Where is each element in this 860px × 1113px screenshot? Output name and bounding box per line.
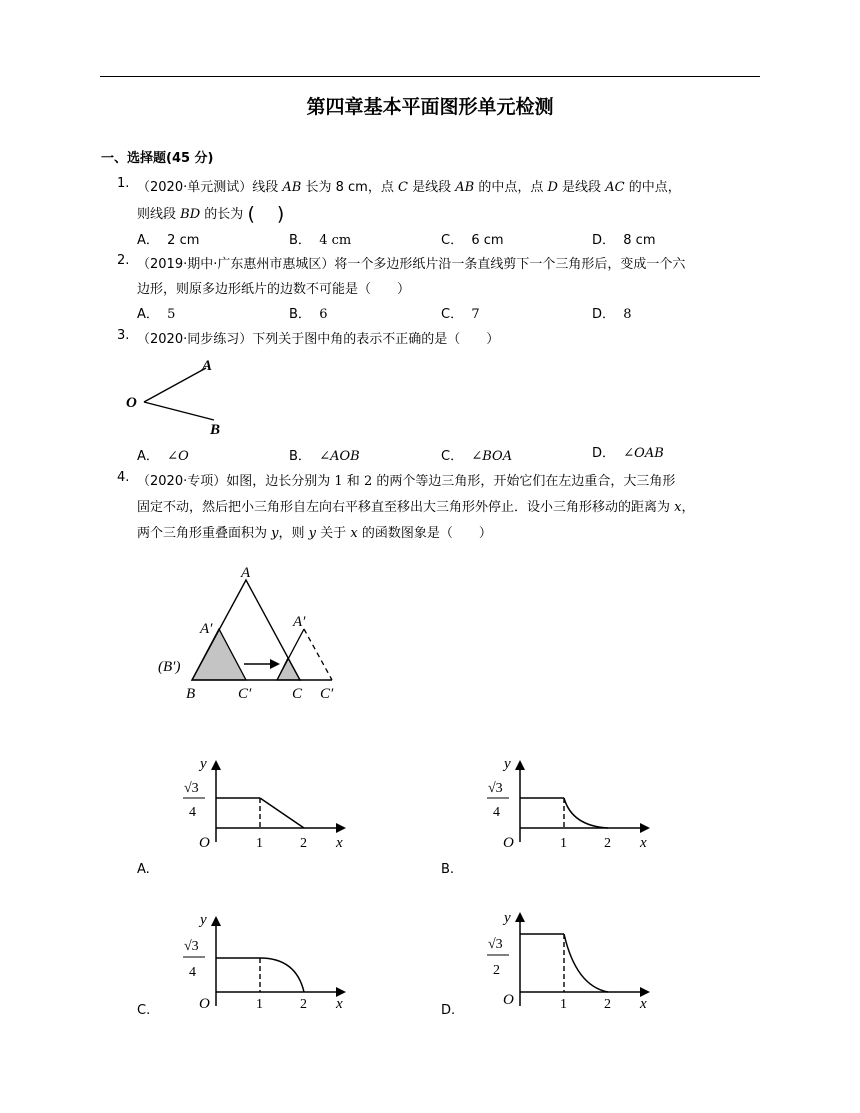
arrow-head: [270, 659, 280, 669]
x-axis-label: x: [640, 996, 647, 1012]
q4-number-1: 1: [334, 474, 343, 489]
option-label: C．: [441, 449, 464, 464]
option-label: B．: [289, 449, 311, 464]
q4-triangle-figure: [150, 560, 350, 705]
fraction-numerator: √3: [488, 781, 503, 796]
q1-var-d: D: [547, 180, 558, 195]
page-title: 第四章基本平面图形单元检测: [306, 96, 554, 118]
option-value: 4 cm: [319, 233, 352, 248]
graph-curve-concave: [564, 798, 608, 828]
option-value: 8: [623, 307, 632, 322]
fraction-numerator: √3: [184, 781, 199, 796]
option-value: ∠BOA: [471, 449, 513, 464]
y-axis-arrow: [515, 912, 525, 922]
q1-line1: [137, 176, 681, 195]
ray-ob: [144, 402, 214, 420]
fraction-numerator: √3: [488, 937, 503, 952]
fraction-denominator: 4: [189, 965, 196, 980]
origin-label: O: [503, 992, 514, 1008]
q4-line1: [137, 470, 675, 489]
option-label: A．: [137, 449, 159, 464]
x-axis-arrow: [640, 823, 650, 833]
option-value: 6: [319, 307, 328, 322]
option-label: A．: [137, 233, 159, 248]
tick-label-1: 1: [256, 836, 263, 851]
q3-line1: （2020·同步练习）下列关于图中角的表示不正确的是（ ）: [137, 332, 500, 347]
q1-var-ab: AB: [455, 180, 475, 195]
option-label: D．: [592, 307, 616, 322]
label-c-prime: C′: [320, 686, 334, 702]
q2-line1: （2019·期中·广东惠州市惠城区）将一个多边形纸片沿一条直线剪下一个三角形后，变成一个六: [137, 257, 686, 272]
option-value: 2 cm: [167, 233, 200, 248]
q4-text: ，则: [278, 526, 305, 541]
q2-option-b[interactable]: [289, 303, 327, 322]
q1-text: 的中点，: [628, 180, 681, 195]
q4-text: 两个三角形重叠面积为: [137, 526, 268, 541]
q1-option-b[interactable]: [289, 229, 351, 248]
y-axis-label: y: [504, 910, 511, 926]
q4-graph-c: [180, 912, 350, 1012]
label-b: B: [210, 422, 221, 438]
q1-source: （2020·单元测试）: [137, 180, 253, 195]
q2-number: 2.: [117, 253, 130, 268]
x-axis-arrow: [336, 823, 346, 833]
q1-line2: [137, 203, 284, 225]
q4-number: 4.: [117, 470, 130, 485]
label-c: C: [292, 686, 303, 702]
label-a: A: [241, 565, 251, 581]
label-o: O: [126, 395, 137, 411]
overlap-region: [277, 658, 300, 680]
q2-option-c[interactable]: [441, 303, 480, 322]
q3-option-c[interactable]: [441, 445, 512, 464]
answer-paren-close: ): [276, 203, 285, 225]
q1-number: 1.: [117, 176, 130, 191]
q1-var-bd: BD: [180, 207, 201, 222]
q4-graph-b: [484, 756, 654, 856]
tick-label-2: 2: [604, 836, 611, 851]
option-value: 7: [471, 307, 480, 322]
q3-option-a[interactable]: [137, 445, 189, 464]
option-label: D．: [592, 446, 616, 461]
q1-text: 是线段: [562, 180, 602, 195]
option-value: 8 cm: [623, 233, 656, 248]
q1-option-a[interactable]: [137, 229, 199, 248]
origin-label: O: [199, 996, 210, 1012]
y-axis-arrow: [515, 760, 525, 770]
y-axis-arrow: [211, 916, 221, 926]
q1-text: 则线段: [137, 207, 177, 222]
origin-label: O: [503, 835, 514, 851]
graph-curve-concave: [564, 934, 608, 992]
q4-var-x: x: [674, 500, 682, 515]
option-label: B．: [289, 233, 311, 248]
q3-option-b[interactable]: [289, 445, 360, 464]
tick-label-1: 1: [560, 836, 567, 851]
section-heading: 一、选择题(45 分): [101, 151, 214, 166]
y-axis-arrow: [211, 760, 221, 770]
option-value: 5: [167, 307, 176, 322]
fraction-denominator: 4: [189, 805, 196, 820]
q4-option-b[interactable]: B.: [441, 862, 455, 877]
label-b: B: [186, 686, 196, 702]
q4-line3: [137, 522, 492, 541]
q4-option-d[interactable]: D.: [441, 1003, 456, 1018]
q4-text: （2020·专项）如图，边长分别为: [137, 474, 331, 489]
option-value: ∠OAB: [623, 446, 664, 461]
q4-graph-a: [180, 756, 350, 856]
q2-option-a[interactable]: [137, 303, 175, 322]
option-label: C．: [441, 233, 464, 248]
q1-var-ac: AC: [605, 180, 625, 195]
q4-text: 的两个等边三角形，开始它们在左边重合，大三角形: [376, 474, 676, 489]
q2-option-d[interactable]: [592, 303, 632, 322]
moved-triangle-right-side: [304, 629, 332, 680]
option-label: B．: [289, 307, 311, 322]
label-a-prime: A′: [293, 614, 306, 630]
q3-angle-figure: [120, 352, 240, 438]
q2-line2: 边形，则原多边形纸片的边数不可能是（ ）: [137, 282, 411, 297]
q1-text: 线段: [252, 180, 279, 195]
q1-text: 的中点，点: [478, 180, 544, 195]
fraction-denominator: 4: [493, 805, 500, 820]
q4-option-c[interactable]: C.: [137, 1003, 151, 1018]
option-value: ∠AOB: [319, 449, 360, 464]
label-a-prime: A′: [200, 621, 213, 637]
q4-option-a[interactable]: A.: [137, 862, 150, 877]
q4-graph-d: [484, 908, 654, 1012]
top-rule: [100, 76, 760, 77]
q4-line2: [137, 496, 695, 515]
option-value: 6 cm: [471, 233, 504, 248]
answer-paren-open: (: [247, 203, 255, 225]
tick-label-2: 2: [300, 997, 307, 1012]
q1-option-c[interactable]: [441, 229, 504, 248]
q3-number: 3.: [117, 328, 130, 343]
fraction-denominator: 2: [493, 963, 500, 978]
y-axis-label: y: [200, 912, 207, 928]
label-c-prime: C′: [238, 686, 252, 702]
option-value: ∠O: [167, 449, 189, 464]
tick-label-2: 2: [604, 997, 611, 1012]
tick-label-1: 1: [560, 997, 567, 1012]
q1-var-ab: AB: [282, 180, 302, 195]
label-a: A: [202, 358, 213, 374]
q4-var-y: y: [308, 526, 317, 541]
y-axis-label: y: [200, 756, 207, 772]
option-label: C．: [441, 307, 464, 322]
option-label: D．: [592, 233, 616, 248]
option-label: A．: [137, 307, 159, 322]
tick-label-1: 1: [256, 997, 263, 1012]
q4-text: 关于: [320, 526, 347, 541]
q3-option-d[interactable]: [592, 442, 664, 461]
q1-var-c: C: [397, 180, 408, 195]
q1-text: 的长为: [204, 207, 244, 222]
q1-text: 是线段: [412, 180, 452, 195]
q4-text: 和: [346, 474, 360, 489]
origin-label: O: [199, 835, 210, 851]
fraction-numerator: √3: [184, 939, 199, 954]
ray-oa: [144, 368, 206, 402]
label-b-prime: (B′): [158, 659, 181, 675]
graph-curve-convex: [260, 958, 304, 992]
q1-option-d[interactable]: [592, 229, 656, 248]
q4-text: ，: [681, 500, 695, 515]
x-axis-label: x: [336, 996, 343, 1012]
tick-label-2: 2: [300, 836, 307, 851]
q4-text: 的函数图象是（ ）: [361, 526, 492, 541]
q4-text: 固定不动，然后把小三角形自左向右平移直至移出大三角形外停止．设小三角形移动的距离为: [137, 500, 671, 515]
y-axis-label: y: [504, 756, 511, 772]
graph-line-descending: [260, 798, 304, 828]
x-axis-label: x: [640, 835, 647, 851]
q4-var-y: y: [271, 526, 279, 541]
q4-var-x: x: [350, 526, 358, 541]
x-axis-label: x: [336, 835, 343, 851]
q1-text: 长为 8 cm，点: [305, 180, 394, 195]
q4-number-2: 2: [363, 474, 373, 489]
